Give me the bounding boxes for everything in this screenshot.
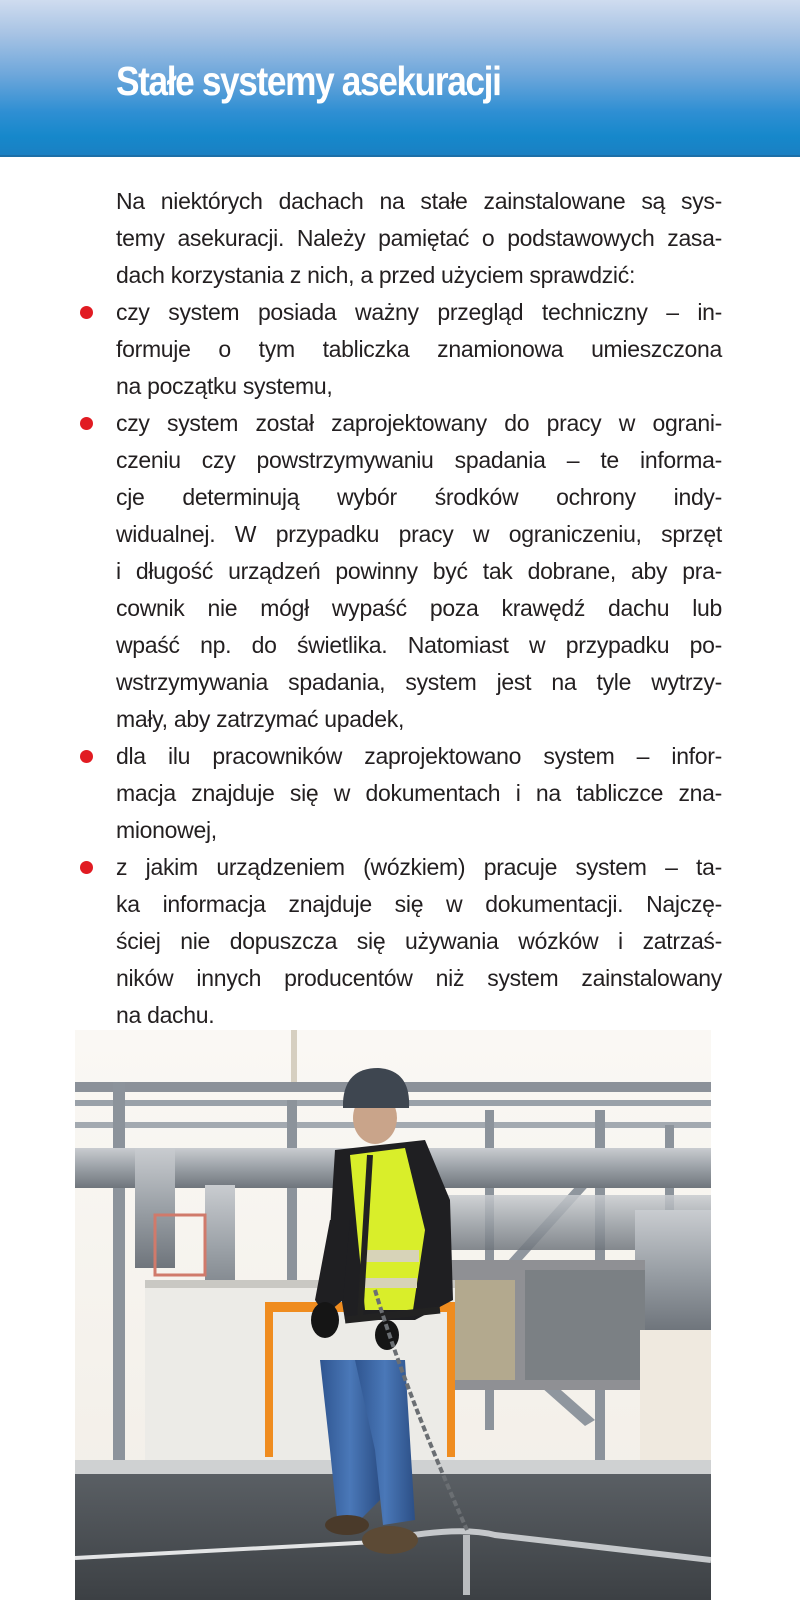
intro-paragraph bbox=[116, 183, 722, 294]
item-line: ników innych producentów niż system zainstalowany bbox=[116, 965, 722, 991]
rooftop-worker-photo bbox=[75, 1030, 711, 1600]
body-text bbox=[116, 183, 722, 1034]
intro-line: dach korzystania z nich, a przed użyciem sprawdzić: bbox=[116, 262, 636, 288]
bullet-dot-icon bbox=[80, 750, 93, 763]
item-line: z jakim urządzeniem (wózkiem) pracuje system – ta- bbox=[116, 854, 722, 880]
item-line: czeniu czy powstrzymywaniu spadania – te informa- bbox=[116, 447, 722, 473]
item-line: na dachu. bbox=[116, 1002, 215, 1028]
item-line: wstrzymywania spadania, system jest na tyle wytrzy- bbox=[116, 669, 722, 695]
section-header bbox=[0, 0, 800, 157]
item-line: czy system został zaprojektowany do pracy w ograni- bbox=[116, 410, 722, 436]
checklist-item bbox=[116, 405, 722, 738]
item-line: cownik nie mógł wypaść poza krawędź dachu lub bbox=[116, 595, 722, 621]
checklist-item bbox=[116, 738, 722, 849]
item-line: i długość urządzeń powinny być tak dobrane, aby pra- bbox=[116, 558, 722, 584]
item-line: macja znajduje się w dokumentach i na tabliczce zna- bbox=[116, 780, 722, 806]
bullet-dot-icon bbox=[80, 306, 93, 319]
photo-illustration bbox=[75, 1030, 711, 1600]
checklist-item bbox=[116, 849, 722, 1034]
item-line: ka informacja znajduje się w dokumentacji. Najczę- bbox=[116, 891, 722, 917]
item-line: czy system posiada ważny przegląd techniczny – in- bbox=[116, 299, 722, 325]
bullet-dot-icon bbox=[80, 417, 93, 430]
intro-line-text: Na niektórych dachach na stałe zainstalowane są sys- bbox=[116, 188, 722, 214]
item-line: na początku systemu, bbox=[116, 373, 333, 399]
checklist-item bbox=[116, 294, 722, 405]
item-line: mały, aby zatrzymać upadek, bbox=[116, 706, 405, 732]
item-line: formuje o tym tabliczka znamionowa umieszczona bbox=[116, 336, 722, 362]
item-line: cje determinują wybór środków ochrony indy- bbox=[116, 484, 722, 510]
intro-line bbox=[116, 183, 722, 220]
section-title: Stałe systemy asekuracji bbox=[116, 58, 501, 104]
checklist bbox=[116, 294, 722, 1034]
item-line: wpaść np. do świetlika. Natomiast w przypadku po- bbox=[116, 632, 722, 658]
item-line: ściej nie dopuszcza się używania wózków i zatrzaś- bbox=[116, 928, 722, 954]
item-line: mionowej, bbox=[116, 817, 217, 843]
item-line: dla ilu pracowników zaprojektowano system – infor- bbox=[116, 743, 722, 769]
intro-line: temy asekuracji. Należy pamiętać o podstawowych zasa- bbox=[116, 225, 722, 251]
item-line: widualnej. W przypadku pracy w ograniczeniu, sprzęt bbox=[116, 521, 722, 547]
bullet-dot-icon bbox=[80, 861, 93, 874]
